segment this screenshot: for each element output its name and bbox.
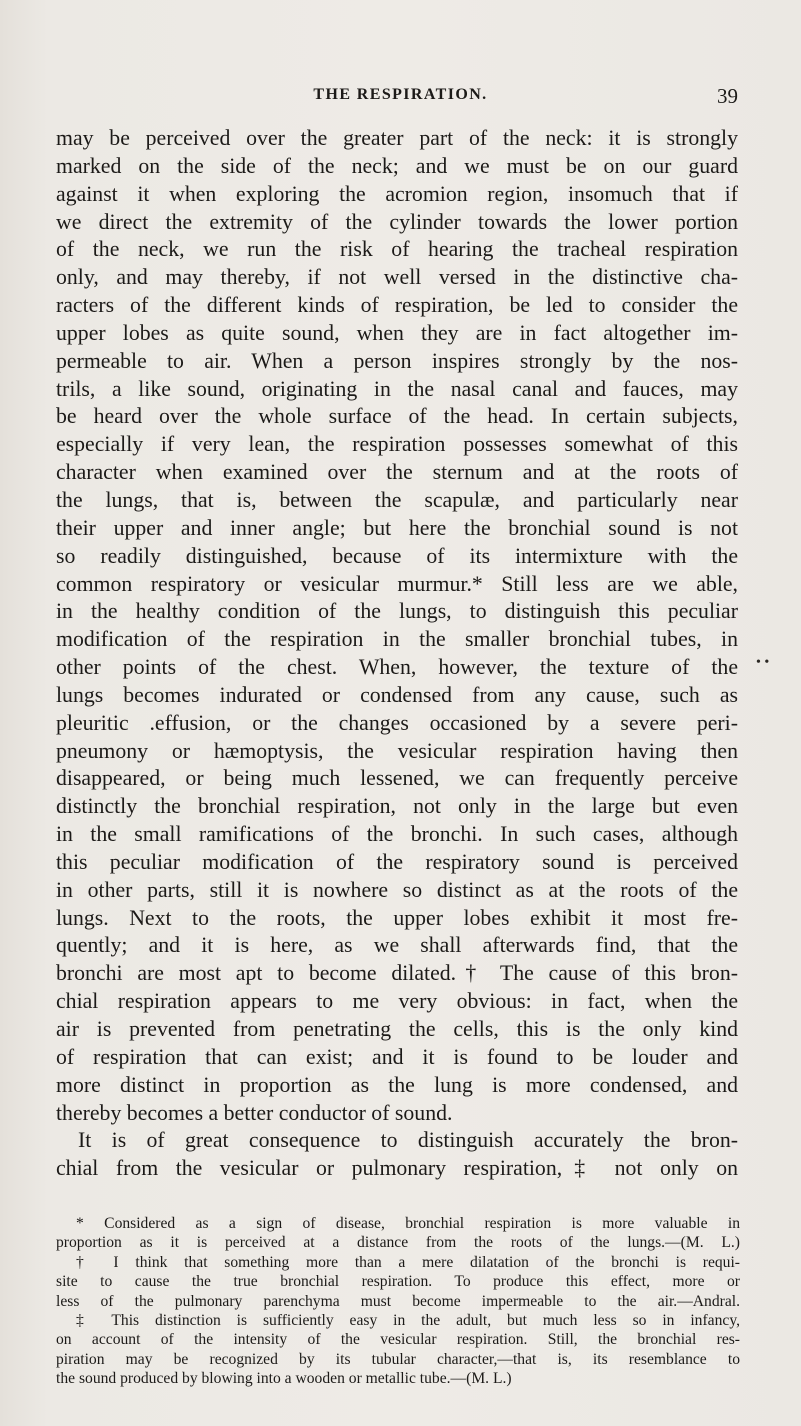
footnote-line: * Considered as a sign of disease, bronchial respiration is more valuable in [76, 1215, 740, 1232]
text-line: lungs becomes indurated or condensed from any cause, such as [56, 682, 738, 707]
text-line: of the neck, we run the risk of hearing the tracheal respiration [56, 237, 738, 262]
text-line: lungs. Next to the roots, the upper lobes exhibit it most fre- [56, 905, 738, 930]
text-line: may be perceived over the greater part of the neck: it is strongly [56, 126, 738, 150]
text-line: permeable to air. When a person inspires strongly by the nos- [56, 348, 738, 373]
text-line: in the healthy condition of the lungs, to distinguish this peculiar [56, 599, 738, 624]
text-line: be heard over the whole surface of the head. In certain subjects, [56, 404, 738, 429]
running-title: THE RESPIRATION. [313, 86, 488, 103]
footnote-line: the sound produced by blowing into a wooden or metallic tube.—(M. L.) [56, 1370, 512, 1388]
text-line: especially if very lean, the respiration possesses somewhat of this [56, 432, 738, 457]
body-text [56, 125, 738, 1183]
text-line: disappeared, or being much lessened, we can frequently perceive [56, 766, 738, 791]
text-line: we direct the extremity of the cylinder towards the lower portion [56, 209, 738, 234]
text-line: more distinct in proportion as the lung is more condensed, and [56, 1072, 738, 1097]
text-line: character when examined over the sternum and at the roots of [56, 460, 738, 485]
text-line: chial from the vesicular or pulmonary respiration,‡ not only on [56, 1156, 738, 1181]
text-line: only, and may thereby, if not well versed in the distinctive cha- [56, 265, 738, 290]
footnotes [56, 1214, 740, 1389]
footnote-line: ‡ This distinction is sufficiently easy in the adult, but much less so in infancy, [76, 1311, 740, 1329]
text-line: quently; and it is here, as we shall afterwards find, that the [56, 933, 738, 958]
text-line: in the small ramifications of the bronchi. In such cases, although [56, 822, 738, 847]
footnote-line: piration may be recognized by its tubular character,—that is, its resemblance to [56, 1350, 740, 1368]
footnote-line: on account of the intensity of the vesicular respiration. Still, the bronchial res- [56, 1331, 740, 1349]
text-line: so readily distinguished, because of its intermixture with the [56, 543, 738, 568]
text-line: in other parts, still it is nowhere so distinct as at the roots of the [56, 877, 738, 902]
text-line: pneumony or hæmoptysis, the vesicular respiration having then [56, 738, 738, 763]
text-line: the lungs, that is, between the scapulæ, and particularly near [56, 487, 738, 512]
footnote-line: † I think that something more than a mere dilatation of the bronchi is requi- [76, 1253, 740, 1271]
margin-mark: • • [756, 655, 770, 670]
text-line: modification of the respiration in the smaller bronchial tubes, in [56, 627, 738, 652]
text-line: this peculiar modification of the respiratory sound is perceived [56, 849, 738, 874]
text-line: air is prevented from penetrating the cells, this is the only kind [56, 1017, 738, 1041]
text-line: marked on the side of the neck; and we must be on our guard [56, 153, 738, 178]
footnote-line: site to cause the true bronchial respiration. To produce this effect, more or [56, 1273, 740, 1291]
text-line: against it when exploring the acromion region, insomuch that if [56, 181, 738, 206]
text-line: thereby becomes a better conductor of sound. [56, 1100, 453, 1125]
text-line: chial respiration appears to me very obvious: in fact, when the [56, 989, 738, 1014]
text-line: common respiratory or vesicular murmur.* Still less are we able, [56, 571, 738, 596]
running-head [0, 84, 801, 108]
text-line: trils, a like sound, originating in the nasal canal and fauces, may [56, 376, 738, 401]
footnote-line: less of the pulmonary parenchyma must become impermeable to the air.—Andral. [56, 1292, 740, 1310]
text-line: distinctly the bronchial respiration, not only in the large but even [56, 794, 738, 819]
text-line: their upper and inner angle; but here the bronchial sound is not [56, 515, 738, 540]
text-line: bronchi are most apt to become dilated.† The cause of this bron- [56, 961, 738, 986]
text-line: It is of great consequence to distinguish accurately the bron- [78, 1128, 738, 1153]
text-line: upper lobes as quite sound, when they are in fact altogether im- [56, 320, 738, 345]
text-line: other points of the chest. When, however, the texture of the [56, 655, 738, 680]
footnote-line: proportion as it is perceived at a distance from the roots of the lungs.—(M. L.) [56, 1234, 740, 1252]
text-line: racters of the different kinds of respiration, be led to consider the [56, 293, 738, 318]
text-line: pleuritic .effusion, or the changes occasioned by a severe peri- [56, 710, 738, 735]
page-number: 39 [717, 84, 738, 108]
text-line: of respiration that can exist; and it is found to be louder and [56, 1044, 738, 1069]
